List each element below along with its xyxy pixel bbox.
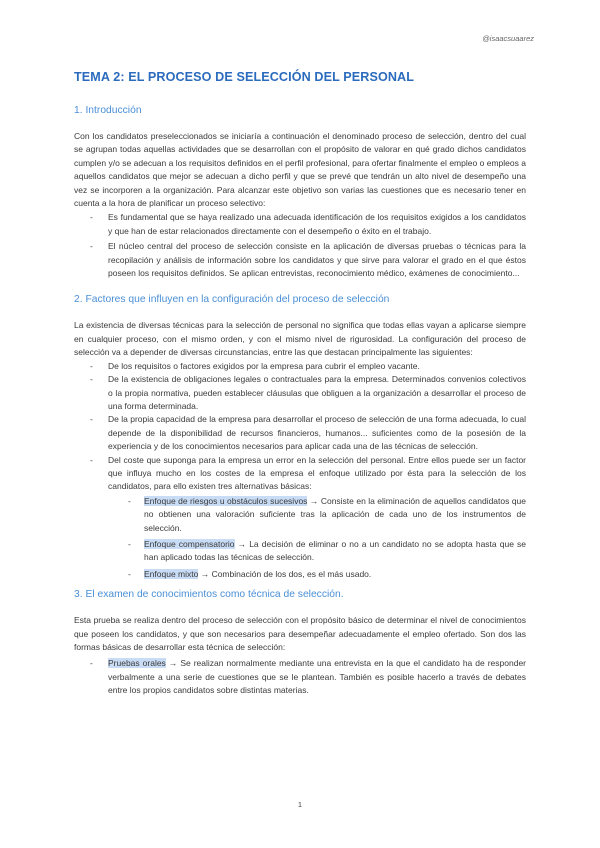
section-3-paragraph: Esta prueba se realiza dentro del proceso de selección con el propósito básico de determinar el nivel de conocimientos que poseen los candidatos, y que son necesarios para desempeñar adecuadamente el empleo ofertado. Son dos las formas básicas de desarrollar esta técnica de selección: [74,615,526,652]
sub-list-item [108,568,526,581]
section-1-paragraph: Con los candidatos preseleccionados se iniciaría a continuación el denominado proceso de selección, dentro del cual se agrupan todas aquellas actividades que se desarrollan con el propósito de valorar en qué grado dichos candidatos cumplen y/o se adecuan a los requisitos definidos en el perfil profesional, para ofertar finalmente el empleo o empleos a aquellos candidatos que mejor se adecuan a dicho perfil y que se prevé que tendrán un alto nivel de desempeño una vez se incorporen a la organización. Para alcanzar este objetivo son varias las cuestiones que es necesario tener en cuenta a la hora de planificar un proceso selectivo: [74,131,526,209]
sub-list-text: → Consiste en la eliminación de aquellos candidatos que no obtienen una valoración suficiente tras la aplicación de cada uno de los instrumentos de selección. [144,495,526,533]
highlighted-term: Enfoque mixto [144,568,199,579]
sub-list-text: → Combinación de los dos, es el más usado. [198,568,372,579]
sub-list-item [108,538,526,565]
highlighted-term: Enfoque compensatorio [144,538,235,549]
list-item: - El núcleo central del proceso de selección consiste en la aplicación de diversas pruebas o técnicas para la recopilación y análisis de información sobre los candidatos y que sirve para valorar el grado en el que éstos poseen los requisitos definidos. Se aplican entrevistas, reconocimiento médico, exámenes de conocimiento... [74,240,526,280]
list-item: - Es fundamental que se haya realizado una adecuada identificación de los requisitos exigidos a los candidatos y que han de estar relacionados directamente con el desempeño o éxito en el trabajo. [74,211,526,238]
list-item-text: → Se realizan normalmente mediante una entrevista en la que el candidato ha de responder verbalmente a una serie de cuestiones que se le plantean. También es posible hacerlo a través de debates entre los propios candidatos sobre distintas materias. [108,658,527,696]
list-item: - De la existencia de obligaciones legales o contractuales para la empresa. Determinados convenios colectivos o la propia normativa, pueden establecer cláusulas que obliguen a la organización a desarrollar el proceso de una forma determinada. [74,373,526,413]
document-body [74,70,526,698]
section-3-heading: 3. El examen de conocimientos como técnica de selección. [74,589,344,601]
highlighted-term: Pruebas orales [108,658,166,669]
page-title: TEMA 2: EL PROCESO DE SELECCIÓN DEL PERSONAL [74,70,415,84]
section-2-list [74,360,526,582]
list-item: - De la propia capacidad de la empresa para desarrollar el proceso de selección de una forma adecuada, lo cual depende de la disponibilidad de recursos financieros, humanos... suficientes como de la posesión de la experiencia y de los conocimientos necesarios para aplicar cada una de las técnicas de selección. [74,413,526,453]
section-1-heading: 1. Introducción [74,105,142,116]
section-1-list [74,211,526,280]
selection-approach-list [108,495,526,581]
section-2-heading: 2. Factores que influyen en la configuración del proceso de selección [74,294,390,306]
highlighted-term: Enfoque de riesgos u obstáculos sucesivos [144,495,308,506]
section-2-paragraph: La existencia de diversas técnicas para la selección de personal no significa que todas ellas vayan a aplicarse siempre en cualquier proceso, con el mismo orden, y con el mismo nivel de rigurosidad. La configuración del proceso de selección va a depender de diversas circunstancias, entre las que destacan principalmente las siguientes: [74,320,526,358]
sub-list-text: → La decisión de eliminar o no a un candidato no se adopta hasta que se han aplicado todas las técnicas de selección. [144,538,526,563]
list-item [74,454,526,582]
author-handle: @isaacsuaarez [482,34,534,43]
list-item-text: Del coste que suponga para la empresa un error en la selección del personal. Entre ellos puede ser un factor que influya mucho en los costes de la empresa el enfoque utilizado por ésta para la selección de los candidatos, para ello existen tres alternativas básicas: [108,454,526,492]
section-3-list [74,657,526,697]
list-item [74,657,526,697]
page-number: 1 [297,800,303,809]
sub-list-item [108,495,526,535]
list-item: - De los requisitos o factores exigidos por la empresa para cubrir el empleo vacante. [74,360,526,373]
